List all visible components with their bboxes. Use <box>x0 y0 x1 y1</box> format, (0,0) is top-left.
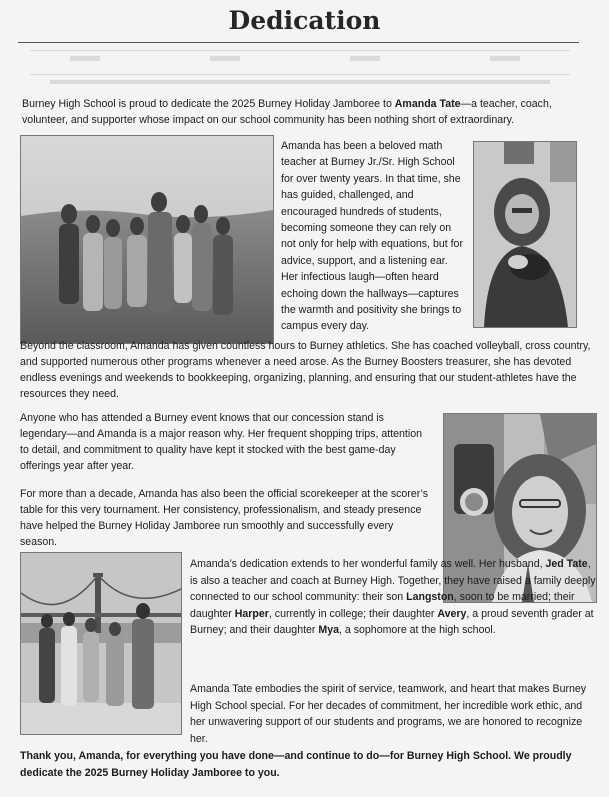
summary-paragraph: Amanda Tate embodies the spirit of service, teamwork, and heart that makes Burney High School special. For her decades of commitment, her incredible work ethic, and her unwavering support of our students and programs, we are honored to recognize her. <box>190 683 587 745</box>
honoree-name: Amanda Tate <box>394 98 461 110</box>
husband-name: Jed Tate <box>545 558 588 570</box>
daughter-mya-name: Mya <box>318 624 339 637</box>
title-rule <box>18 42 579 43</box>
page-title: Dedication <box>228 6 381 35</box>
portrait-with-dog-photo <box>473 141 577 328</box>
teaching-paragraph: Amanda has been a beloved math teacher at Burney Jr./Sr. High School for over twenty years. In that time, she has guided, challenged, and encouraged hundreds of students, becoming someone they can rely on not only for help with equations, but for advice, support, and a listening ear. Her infectious laugh—often heard echoing down the hallways—captures the warmth and positivity she brings to campus every day. <box>281 140 463 333</box>
son-name: Langston <box>406 591 454 604</box>
athletics-paragraph: Beyond the classroom, Amanda has given countless hours to Burney athletics. She has coached volleyball, cross country, and supported numerous other programs whenever a need arose. As the Burney Boosters treasurer, she has devoted endless evenings and weekends to bookkeeping, organizing, planning, and ensuring that our student-athletes have the resources they need. <box>20 340 591 400</box>
family-photo-field <box>20 135 274 344</box>
concession-paragraph: Anyone who has attended a Burney event knows that our concession stand is legendary—and Amanda is a major reason why. Her frequent shopping trips, attention to detail, and commitment to quality have kept it stocked with the best game-day offerings year after year. <box>20 412 423 472</box>
family-paragraph: Amanda’s dedication extends to her wonderful family as well. Her husband, Jed Tate, is also a teacher and coach at Burney High. Together, they have raised a family deeply connected to our school community: their son Langston, soon to be married; their daughter Harper, currently in college; their daughter Avery, a proud seventh grader at Burney; and their daughter Mya, a sophomore at the high school. <box>190 558 596 637</box>
family-golden-gate-photo <box>20 552 182 735</box>
daughter-avery-name: Avery <box>437 607 467 620</box>
bleed-through-texture <box>30 48 570 92</box>
intro-paragraph: Burney High School is proud to dedicate the 2025 Burney Holiday Jamboree to Amanda Tate—a teacher, coach, volunteer, and supporter whose impact on our school community has been nothing short of extraordinary. <box>22 98 552 127</box>
daughter-harper-name: Harper <box>234 607 269 620</box>
closing-paragraph: Thank you, Amanda, for everything you have done—and continue to do—for Burney High School. We proudly dedicate the 2025 Burney Holiday Jamboree to you. <box>20 750 572 779</box>
scorekeeper-paragraph: For more than a decade, Amanda has also been the official scorekeeper at the scorer’s table for this very tournament. Her consistency, professionalism, and steady presence have helped the Burney Holiday Jamboree run smoothly and successfully every season. <box>20 488 429 548</box>
